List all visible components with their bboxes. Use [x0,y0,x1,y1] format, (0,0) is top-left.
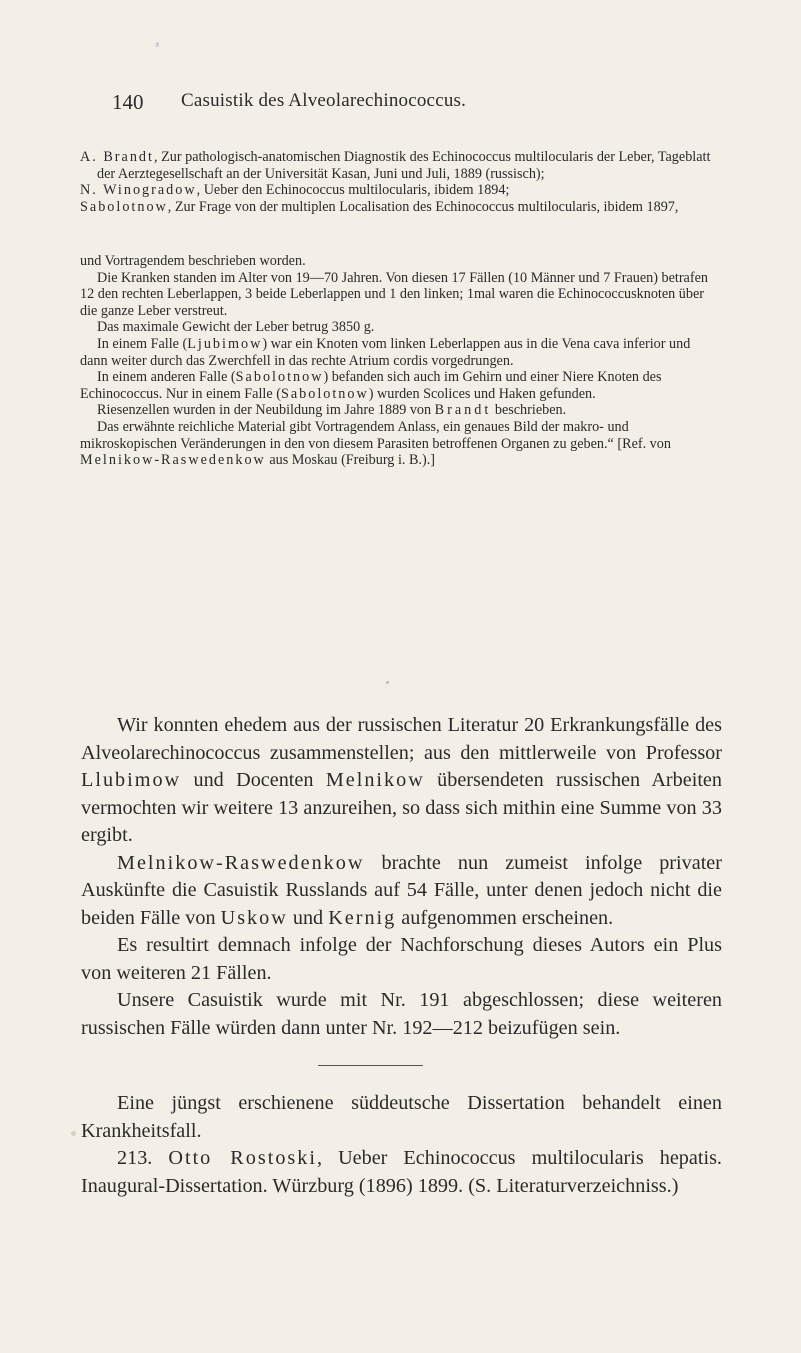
author-name: Llubimow [81,769,182,791]
author-name: Melnikow-Raswedenkow [117,851,365,874]
reference-author: N. Winogradow [80,182,197,199]
text-run: aufgenommen erscheinen. [396,906,614,929]
reference-item [80,149,720,182]
reference-author: Sabolotnow [80,198,168,215]
body-paragraph: Unsere Casuistik wurde mit Nr. 191 abgeschlossen; diese weiteren russischen Fälle würden dann unter Nr. 192—212 beizufügen sein. [81,989,722,1039]
text-run: übersendeten russischen Arbeiten vermochten wir weitere 13 anzureihen, so dass sich mithin eine Summe von 33 ergibt. [81,769,722,846]
reference-text: , Zur pathologisch-anatomischen Diagnostik des Echinococcus multilocularis der Leber, Tageblatt der Aerztegesellschaft an der Universität Kasan, Juni und Juli, 1889 (russisch); [97,149,711,182]
text-run: Das erwähnte reichliche Material gibt Vortragendem Anlass, ein genaues Bild der makro- und mikroskopischen Veränderungen in den von diesem Parasiten betroffenen Organen zu geben.“ [Ref. von [80,418,671,452]
summary-paragraph [80,419,720,469]
reference-text: , Zur Frage von der multiplen Localisation des Echinococcus multilocularis, ibidem 1897, [167,198,679,215]
reference-author: A. Brandt [80,149,154,165]
reference-item [80,182,720,199]
body-paragraph [81,712,722,850]
case-entry [81,1145,722,1200]
body-paragraph: Eine jüngst erschienene süddeutsche Dissertation behandelt einen Krankheitsfall. [81,1092,722,1142]
summary-paragraph [80,402,720,419]
author-name: Uskow [220,906,288,929]
text-run: In einem Falle ( [97,335,188,352]
reference-item [80,199,720,216]
text-run: Wir konnten ehedem aus der russischen Literatur 20 Erkrankungsfälle des Alveolarechinococcus zusammenstellen; aus den mittlerweile von Professor [81,714,722,764]
body-paragraph [81,850,722,933]
summary-paragraph [80,336,720,369]
main-text [81,712,722,1042]
page-number: 140 [112,90,144,114]
summary-paragraph: Das maximale Gewicht der Leber betrug 3850 g. [97,319,375,336]
paper-speck [156,42,159,47]
summary-paragraph: Die Kranken standen im Alter von 19—70 Jahren. Von diesen 17 Fällen (10 Männer und 7 Frauen) betrafen 12 den rechten Leberlappen, 3 beide Leberlappen und 1 den linken; 1mal waren die Echinococcusknoten über die ganze Leber verstreut. [80,269,708,319]
text-run: In einem anderen Falle ( [97,369,236,386]
paper-speck [71,1131,76,1136]
author-name: Kernig [328,906,397,929]
author-name: Sabolotnow [235,369,324,386]
summary-paragraph: und Vortragendem beschrieben worden. [80,253,306,269]
text-run: , Ueber Echinococcus multilocularis hepatis. Inaugural-Dissertation. Würzburg (1896) 1899. (S. Literaturverzeichniss.) [81,1147,722,1197]
author-name: Brandt [434,402,492,419]
text-run: beschrieben. [491,402,567,419]
dissertation-note [81,1090,722,1200]
report-summary [80,253,720,469]
text-run: ) wurden Scolices und Haken gefunden. [368,385,596,402]
author-name: Melnikow-Raswedenkow [80,452,266,469]
author-name: Sabolotnow [280,385,369,402]
author-name: Otto Rostoski [168,1147,317,1169]
text-run: ) befanden sich auch im Gehirn und einer Niere Knoten des Echinococcus. Nur in einem Falle ( [80,369,662,402]
author-name: Ljubimow [187,335,263,352]
running-title: Casuistik des Alveolarechinococcus. [181,90,467,111]
reference-text: , Ueber den Echinococcus multilocularis, ibidem 1894; [196,182,510,199]
text-run: und Docenten [181,769,326,791]
text-run: und [287,906,329,929]
case-number: 213. [117,1147,169,1169]
text-run: brachte nun zumeist infolge privater Auskünfte die Casuistik Russlands auf 54 Fälle, unter denen jedoch nicht die beiden Fälle von [81,851,722,929]
ink-dot [386,681,389,684]
author-name: Melnikow [325,769,425,791]
summary-paragraph [80,369,720,402]
section-divider [318,1065,423,1066]
page-header [112,90,731,120]
reference-list [80,149,720,215]
text-run: aus Moskau (Freiburg i. B.).] [265,452,435,469]
text-run: Riesenzellen wurden in der Neubildung im Jahre 1889 von [97,402,435,419]
body-paragraph: Es resultirt demnach infolge der Nachforschung dieses Autors ein Plus von weiteren 21 Fällen. [81,934,722,984]
text-run: ) war ein Knoten vom linken Leberlappen aus in die Vena cava inferior und dann weiter durch das Zwerchfell in das rechte Atrium cordis vorgedrungen. [80,335,691,369]
